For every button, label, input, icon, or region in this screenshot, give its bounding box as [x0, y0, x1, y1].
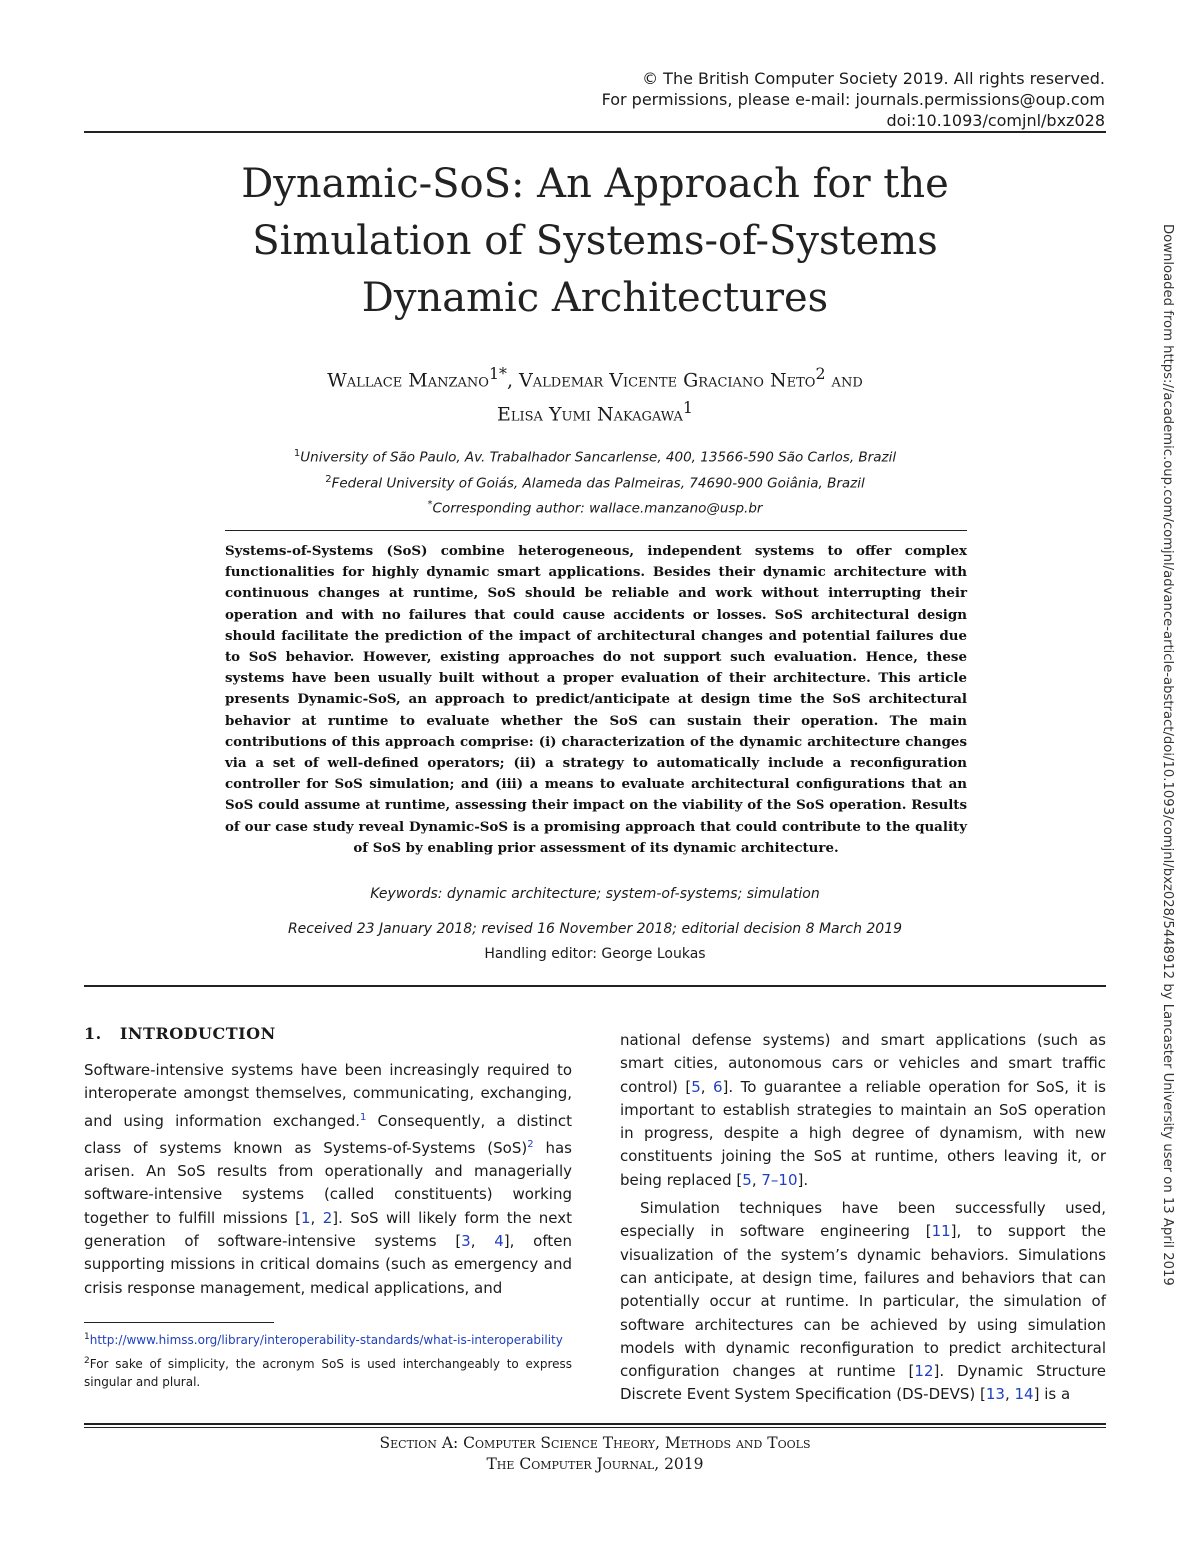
title-line-3: Dynamic Architectures	[361, 275, 829, 321]
intro-paragraph-2	[620, 1197, 1106, 1407]
header-rule	[84, 131, 1106, 133]
aff-1-text: University of São Paulo, Av. Trabalhador Sancarlense, 400, 13566-590 São Carlos, Brazil	[300, 449, 897, 466]
text-run: ,	[751, 1170, 762, 1189]
footnote-2	[84, 1352, 572, 1392]
author-2-sup: 2	[815, 364, 826, 383]
author-sep: ,	[506, 369, 520, 392]
footnotes	[84, 1328, 572, 1394]
footer-rule-1	[84, 1423, 1106, 1425]
affiliation-2	[0, 469, 1190, 495]
footer-journal-line: The Computer Journal, 2019	[486, 1455, 704, 1473]
citation-link[interactable]: 5	[691, 1077, 701, 1096]
section-title: INTRODUCTION	[119, 1024, 276, 1043]
footnote-ref-1[interactable]: 1	[359, 1111, 367, 1123]
footer-section-line: Section A: Computer Science Theory, Methods and Tools	[379, 1434, 811, 1452]
download-sidebar	[1157, 224, 1177, 1324]
footnote-1-link[interactable]: http://www.himss.org/library/interoperability-standards/what-is-interoperability	[89, 1333, 563, 1347]
title-line-1: Dynamic-SoS: An Approach for the	[241, 161, 949, 207]
footnote-rule	[84, 1322, 274, 1323]
journal-footer	[0, 1433, 1190, 1475]
handling-editor: Handling editor: George Loukas	[484, 946, 706, 962]
author-2: Valdemar Vicente Graciano Neto	[519, 369, 816, 392]
text-run: Simulation techniques have been successfully used, especially in software engineering [	[620, 1199, 1106, 1241]
citation-link[interactable]: 14	[1014, 1385, 1034, 1404]
footnote-1-sup: 1	[84, 1332, 90, 1342]
doi-line: doi:10.1093/comjnl/bxz028	[886, 111, 1105, 130]
text-run: ,	[1004, 1385, 1015, 1404]
left-column	[84, 1059, 572, 1300]
footnote-1	[84, 1328, 572, 1350]
text-run: ], often supporting missions in critical domains (such as emergency and crisis response management, medical applications, and	[84, 1232, 572, 1297]
author-3: Elisa Yumi Nakagawa	[497, 403, 683, 426]
text-run: Software-intensive systems have been increasingly required to interoperate amongst themselves, communicating, exchanging, and using information exchanged.	[84, 1061, 572, 1130]
footnote-2-text: For sake of simplicity, the acronym SoS is used interchangeably to express singular and plural.	[84, 1356, 572, 1389]
author-1-sup: 1*	[488, 364, 507, 383]
abstract: Systems-of-Systems (SoS) combine heterogeneous, independent systems to offer complex functionalities for highly dynamic smart applications. Besides their dynamic architecture with continuous changes at runtime, SoS should be reliable and work without interrupting their operation and with no failures that could cause accidents or losses. SoS architectural design should facilitate the prediction of the impact of architectural changes and potential failures due to SoS behavior. However, existing approaches do not support such evaluation. Hence, these systems have been usually built without a proper evaluation of their architecture. This article presents Dynamic-SoS, an approach to predict/anticipate at design time the SoS architectural behavior at runtime to evaluate whether the SoS can sustain their operation. The main contributions of this approach comprise: (i) characterization of the dynamic architecture changes via a set of well-defined operators; (ii) a strategy to automatically include a reconfiguration controller for SoS simulation; and (iii) a means to evaluate architectural configurations that an SoS could assume at runtime, assessing their impact on the viability of the SoS operation. Results of our case study reveal Dynamic-SoS is a promising approach that could contribute to the quality of SoS by enabling prior assessment of its dynamic architecture.	[225, 543, 967, 856]
abstract-rule	[225, 530, 967, 531]
citation-link[interactable]: 3	[461, 1232, 471, 1251]
citation-link[interactable]: 11	[931, 1222, 951, 1241]
text-run: national defense systems) and smart applications (such as smart cities, autonomous cars or vehicles and smart traffic control) [	[620, 1031, 1106, 1096]
author-3-sup: 1	[682, 398, 693, 418]
footnote-2-sup: 2	[84, 1355, 90, 1366]
citation-link[interactable]: 6	[712, 1077, 723, 1096]
author-list	[0, 360, 1190, 429]
citation-link[interactable]: 7–10	[761, 1170, 798, 1189]
intro-paragraph-1-cont	[620, 1029, 1106, 1192]
footer-rule-2	[84, 1427, 1106, 1428]
aff-2-text: Federal University of Goiás, Alameda das Palmeiras, 74690-900 Goiânia, Brazil	[331, 475, 865, 491]
text-run: ,	[470, 1232, 495, 1251]
intro-paragraph-1	[84, 1059, 572, 1300]
text-run: ,	[700, 1077, 713, 1096]
citation-link[interactable]: 5	[742, 1170, 752, 1189]
journal-header	[602, 68, 1105, 131]
author-and: and	[825, 369, 863, 392]
text-run: Consequently, a distinct class of systems known as Systems-of-Systems (SoS)	[84, 1111, 572, 1157]
section-number: 1.	[84, 1024, 102, 1043]
text-run: ]. SoS will likely form the next generation of software-intensive systems [	[84, 1208, 572, 1251]
keywords: Keywords: dynamic architecture; system-of-systems; simulation	[370, 886, 820, 902]
aff-1-sup: 1	[293, 448, 301, 459]
section-heading	[84, 1024, 276, 1043]
text-run: has arisen. An SoS results from operationally and managerially software-intensive systems (called constituents) working together to fulfill missions [	[84, 1138, 572, 1227]
citation-link[interactable]: 13	[985, 1385, 1005, 1404]
author-1: Wallace Manzano	[327, 369, 489, 392]
aff-2-sup: 2	[325, 473, 332, 485]
text-run: ]. To guarantee a reliable operation for SoS, it is important to establish strategies to maintain an SoS operation in progress, despite a high degree of dynamism, with new constituents joining the SoS at runtime, others leaving it, or being replaced [	[620, 1077, 1106, 1189]
citation-link[interactable]: 4	[494, 1232, 504, 1251]
body-rule	[84, 985, 1106, 987]
text-run: ,	[310, 1208, 323, 1227]
corresponding-author	[0, 494, 1190, 520]
corr-text: Corresponding author: wallace.manzano@usp.br	[432, 500, 763, 517]
citation-link[interactable]: 2	[322, 1208, 333, 1227]
right-column	[620, 1029, 1106, 1407]
footnote-ref-2[interactable]: 2	[527, 1138, 534, 1150]
affiliations	[0, 443, 1190, 520]
copyright-line: © The British Computer Society 2019. All rights reserved.	[642, 69, 1105, 88]
citation-link[interactable]: 12	[914, 1362, 934, 1381]
permissions-line: For permissions, please e-mail: journals.permissions@oup.com	[601, 90, 1105, 109]
title-line-2: Simulation of Systems-of-Systems	[252, 218, 938, 264]
citation-link[interactable]: 1	[301, 1208, 311, 1227]
paper-title	[0, 156, 1190, 327]
text-run: ], to support the visualization of the system’s dynamic behaviors. Simulations can anticipate, at design time, failures and behaviors that can potentially occur at runtime. In particular, the simulation of software architectures can be achieved by using simulation models with dynamic reconfiguration to predict architectural configuration changes at runtime [	[620, 1222, 1106, 1381]
download-notice: Downloaded from https://academic.oup.com/comjnl/advance-article-abstract/doi/10.1093/comjnl/bxz028/5448912 by Lancaster University user on 13 April 2019	[1160, 224, 1175, 1286]
corr-sup: *	[427, 499, 433, 510]
text-run: ] is a	[1033, 1385, 1071, 1404]
affiliation-1	[0, 443, 1190, 469]
text-run: ].	[797, 1170, 809, 1189]
text-run: ]. Dynamic Structure Discrete Event System Specification (DS-DEVS) [	[620, 1362, 1106, 1404]
received-dates: Received 23 January 2018; revised 16 November 2018; editorial decision 8 March 2019	[287, 921, 903, 937]
